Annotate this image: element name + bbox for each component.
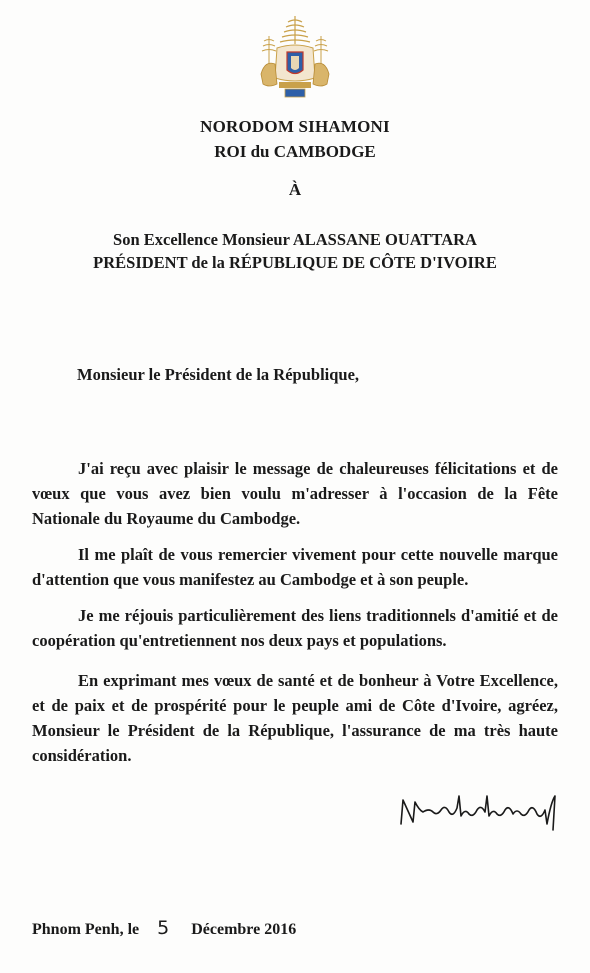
place-and-date [32,917,296,939]
body-paragraph [32,603,558,653]
signature-icon [395,790,563,832]
paragraph-text: Il me plaît de vous remercier vivement pour cette nouvelle marque d'attention que vous manifestez au Cambodge et à son peuple. [32,545,558,589]
date-month-year: Décembre 2016 [191,921,297,938]
body-paragraph [32,542,558,592]
paragraph-text: En exprimant mes vœux de santé et de bonheur à Votre Excellence, et de paix et de prospérité pour le peuple ami de Côte d'Ivoire, agréez, Monsieur le Président de la République, l'assurance de ma très haute considération. [32,671,558,765]
recipient-name: Son Excellence Monsieur ALASSANE OUATTARA [113,230,477,249]
paragraph-text: Je me réjouis particulièrement des liens traditionnels d'amitié et de coopération qu'entretiennent nos deux pays et populations. [32,606,558,650]
body-paragraph [32,668,558,768]
sender-title: ROI du CAMBODGE [214,142,376,161]
recipient-title: PRÉSIDENT de la RÉPUBLIQUE DE CÔTE D'IVOIRE [93,253,497,272]
royal-crest-icon [255,14,335,100]
place: Phnom Penh, le [32,921,140,938]
sender-name: NORODOM SIHAMONI [200,117,390,136]
body-paragraph [32,456,558,531]
paragraph-text: J'ai reçu avec plaisir le message de chaleureuses félicitations et de vœux que vous avez bien voulu m'adresser à l'occasion de la Fête Nationale du Royaume du Cambodge. [32,459,558,528]
salutation: Monsieur le Président de la République, [77,365,360,384]
date-day: 5 [157,917,170,939]
addressee-mark: À [288,180,302,199]
